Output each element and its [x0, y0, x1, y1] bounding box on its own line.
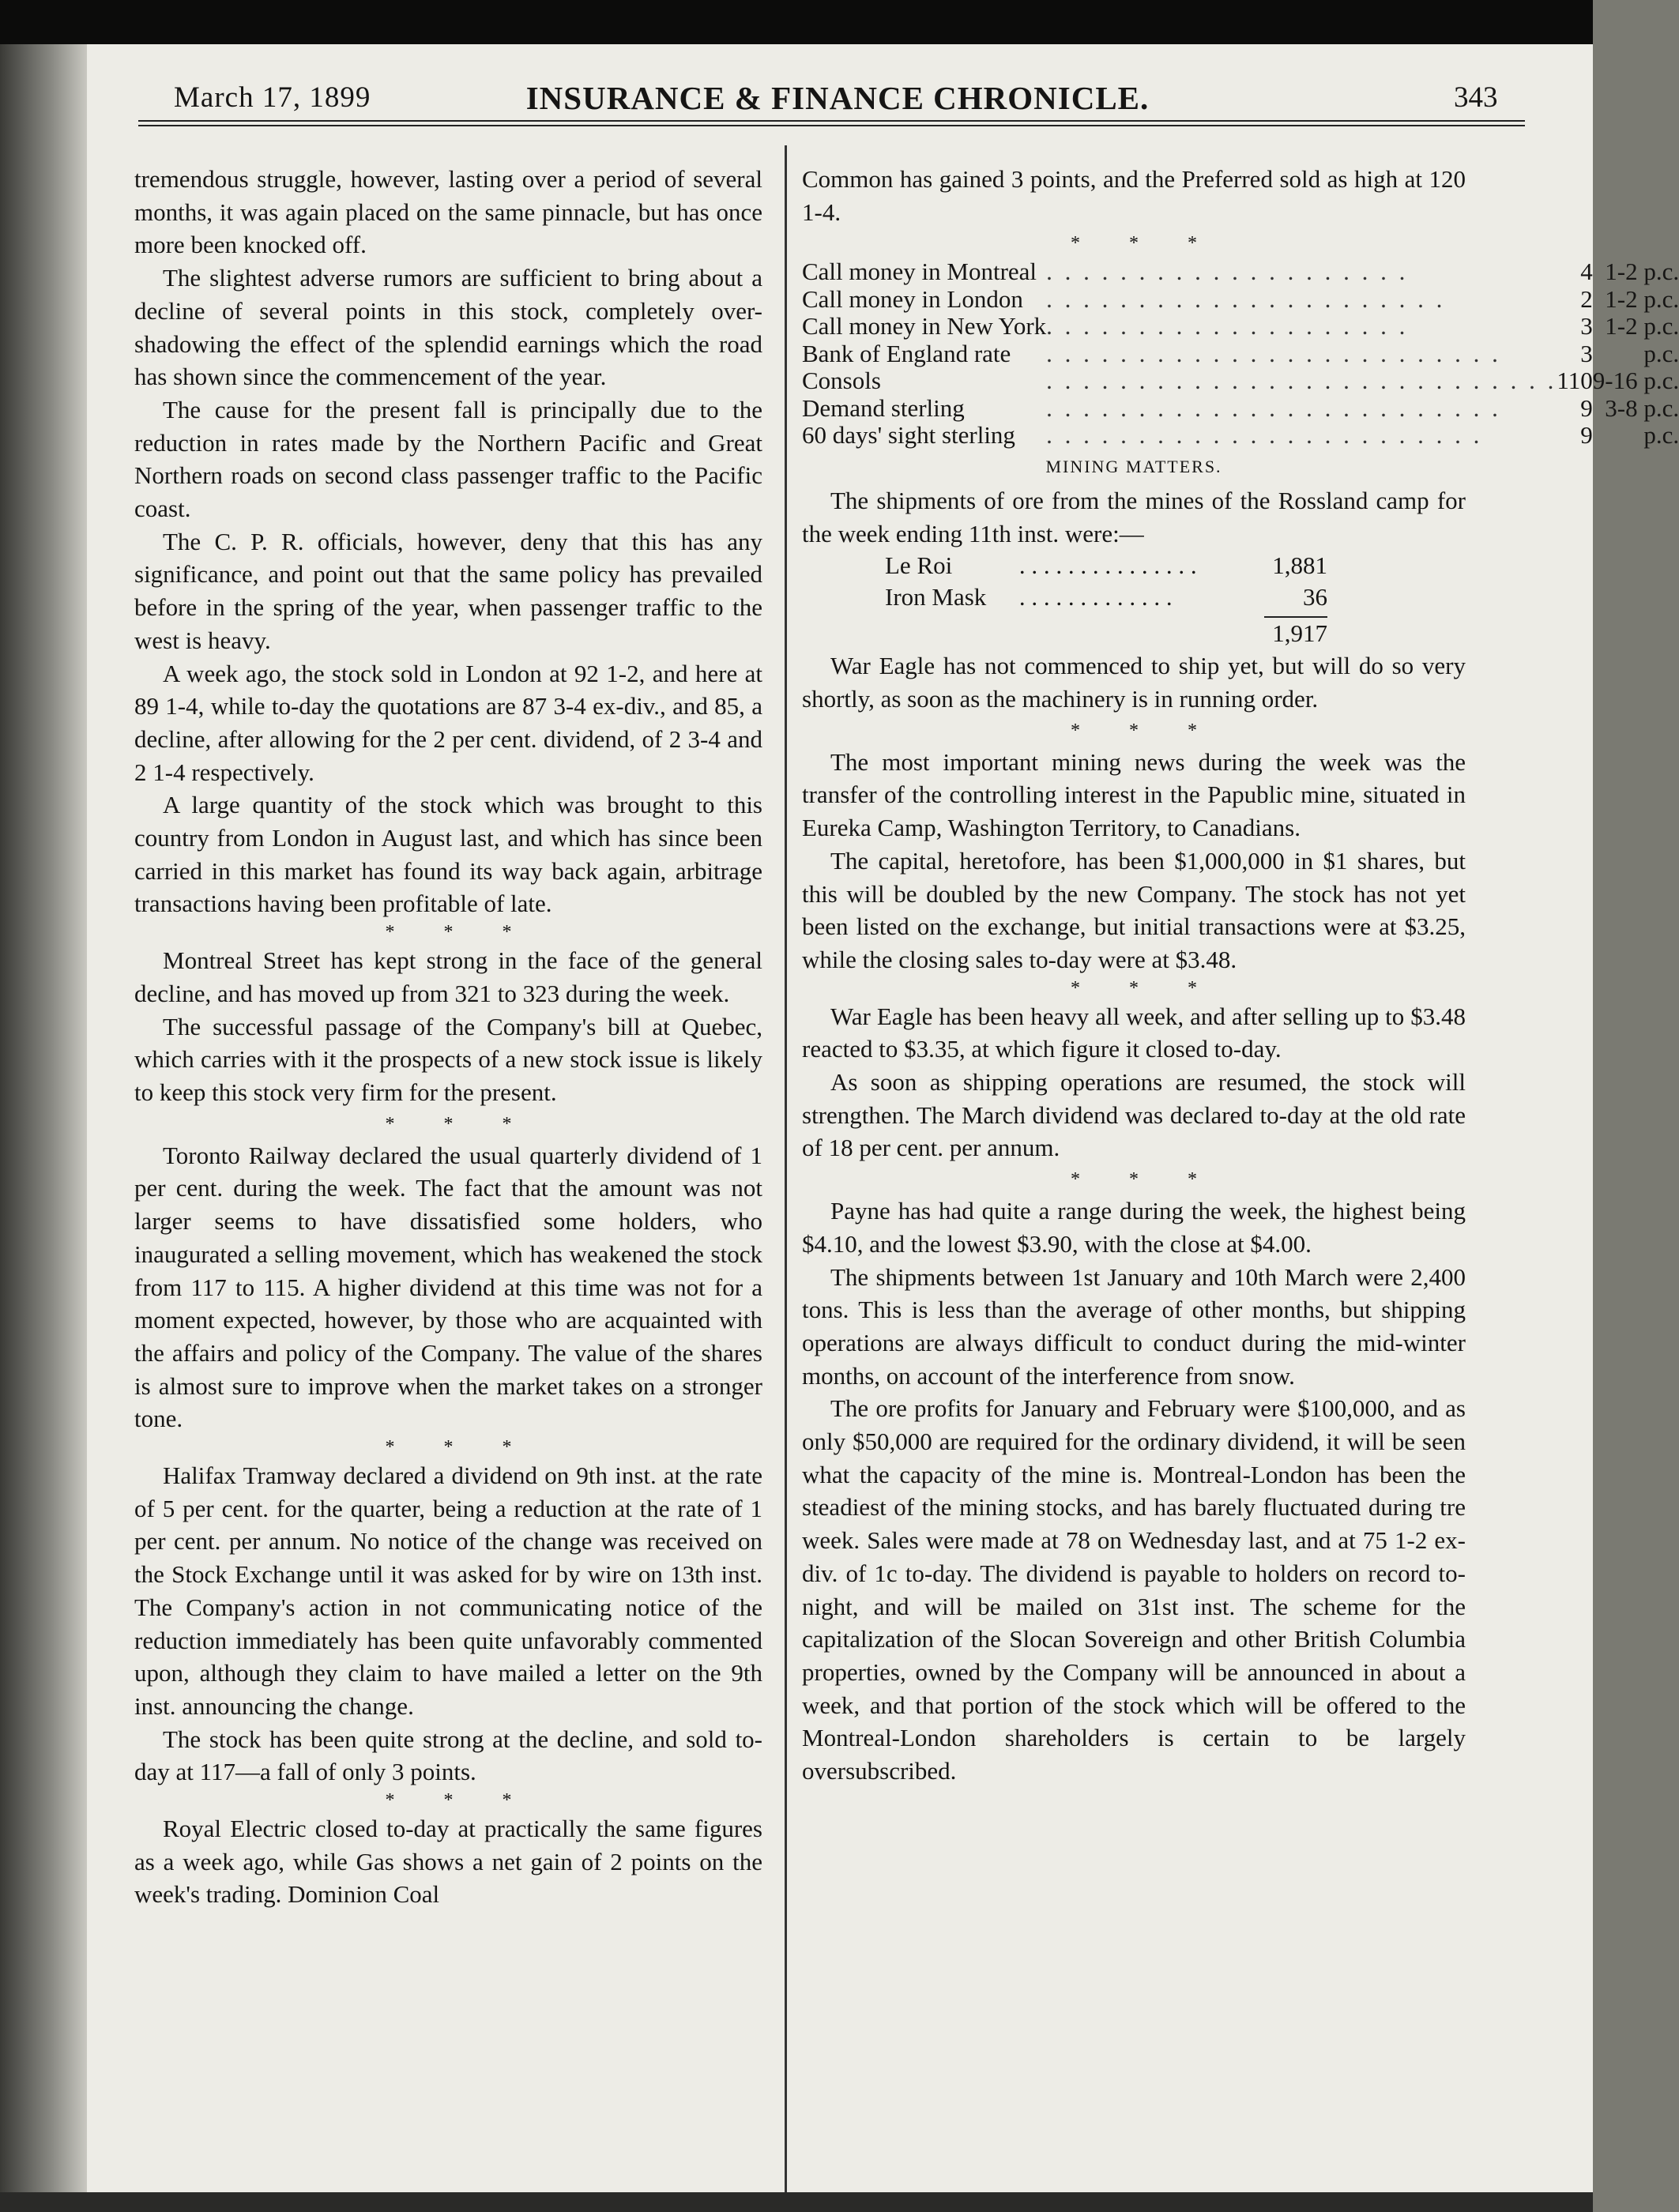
publication-title: INSURANCE & FINANCE CHRONICLE. [525, 80, 1150, 116]
rate-unit: p.c. [1643, 339, 1679, 367]
leader-dots: . . . . . . . . . . . . . . . . . . . . [1046, 312, 1409, 340]
leader-dots: . . . . . . . . . . . . . . . [1018, 551, 1197, 580]
mine-name: Le Roi [885, 551, 953, 580]
rate-label: Demand sterling [802, 393, 965, 422]
rate-value: 110 [1557, 367, 1593, 395]
rate-value: 2 [1580, 284, 1593, 313]
leader-dots: . . . . . . . . . . . . . . . . . . . . . . . . . [1046, 393, 1501, 422]
section-separator: * * * [1071, 720, 1219, 741]
mining-section-heading: MINING MATTERS. [1045, 456, 1222, 476]
rate-label: Bank of England rate [802, 339, 1011, 367]
rate-row [802, 258, 1679, 286]
article-paragraph: The most important mining news during the week was the transfer of the controlling interest in the Papublic mine, situated in Eureka Camp, Washington Territory, to Canadians. [802, 747, 1466, 842]
right-column-top [802, 163, 1466, 258]
ore-shipments-table [885, 550, 1327, 613]
rate-label: Call money in London [802, 284, 1023, 313]
right-column [802, 163, 1679, 1788]
article-paragraph: Montreal Street has kept strong in the face of the general decline, and has moved up from 321 to 323 during the week. [134, 946, 762, 1007]
rate-label: Consols [802, 367, 881, 395]
rate-value: 3 [1580, 339, 1593, 367]
leader-dots: . . . . . . . . . . . . . . . . . . . . . . [1046, 284, 1446, 313]
section-separator: * * * [1071, 1169, 1219, 1191]
section-separator: * * * [385, 1437, 534, 1458]
article-paragraph: Toronto Railway declared the usual quarterly dividend of 1 per cent. during the week. The fact that the amount was not larger seems to have dissatisfied some holders, who inaugurated a selling movement, which has weakened the stock from 117 to 115. A higher dividend at this time was not for a moment expected, however, by those who are acquainted with the affairs and policy of the Company. The value of the shares is almost sure to improve when the market takes on a stronger tone. [134, 1141, 762, 1433]
left-column [134, 163, 762, 1911]
rate-value: 9 [1580, 421, 1593, 450]
shipment-tons: 36 [1303, 583, 1327, 611]
rate-row [802, 367, 1679, 395]
rate-label: Call money in New York [802, 312, 1047, 340]
header-date: March 17, 1899 [174, 81, 371, 114]
shipment-row [885, 550, 1327, 581]
rate-value: 4 [1580, 258, 1593, 286]
article-paragraph: The slightest adverse rumors are sufficient to bring about a decline of several points in this stock, completely over-shadowing the effect of the splendid earnings which the road has shown since the commencement of the year. [134, 264, 762, 391]
column-divider [785, 145, 787, 2199]
article-paragraph: The ore profits for January and February were $100,000, and as only $50,000 are required for the ordinary dividend, it will be seen what the capacity of the mine is. Montreal-London has been the steadiest of the mining stocks, and has barely fluctuated during tre week. Sales were made at 78 on Wednesday last, and at 75 1-2 ex-div. of 1c to-day. The dividend is payable to holders on record to-night, and will be mailed on 31st inst. The scheme for the capitalization of the Slocan Sovereign and other British Columbia properties, owned by the Company will be announced in about a week, and that portion of the stock which will be offered to the Montreal-London shareholders is certain to be largely oversubscribed. [802, 1394, 1466, 1785]
rate-row [802, 340, 1679, 368]
rate-value: 3 [1580, 312, 1593, 340]
section-separator: * * * [385, 922, 534, 943]
section-separator: * * * [385, 1113, 534, 1134]
rate-row [802, 313, 1679, 340]
right-column-bottom [802, 649, 1466, 1788]
article-paragraph: The stock has been quite strong at the decline, and sold to-day at 117—a fall of only 3 points. [134, 1725, 762, 1786]
section-separator: * * * [1071, 977, 1219, 999]
rate-label: 60 days' sight sterling [802, 421, 1015, 450]
article-paragraph: Halifax Tramway declared a dividend on 9th inst. at the rate of 5 per cent. for the quarter, being a reduction at the rate of 1 per cent. per annum. No notice of the change was received on the Stock Exchange until it was asked for by wire on 13th inst. The Company's action in not communicating notice of the reduction immediately has been quite unfavorably commented upon, although they claim to have mailed a letter on the 9th inst. announcing the change. [134, 1462, 762, 1720]
shipment-tons: 1,881 [1272, 551, 1327, 580]
scan-top-border [0, 0, 1593, 47]
rate-row [802, 395, 1679, 423]
rate-unit: 1-2 p.c. [1605, 258, 1679, 286]
article-paragraph: The shipments between 1st January and 10th March were 2,400 tons. This is less than the average of other months, but shipping operations are always difficult to conduct during the mid-winter months, on account of the interference from snow. [802, 1262, 1466, 1390]
scan-bottom-border [0, 2192, 1593, 2212]
shipment-row [885, 581, 1327, 613]
section-separator: * * * [385, 1790, 534, 1811]
money-rates-table [802, 258, 1679, 450]
mine-name: Iron Mask [885, 583, 987, 611]
article-paragraph: The C. P. R. officials, however, deny that this has any significance, and point out that the same policy has prevailed before in the spring of the year, when passenger traffic to the west is heavy. [134, 527, 762, 654]
rate-row [802, 286, 1679, 314]
leader-dots: . . . . . . . . . . . . . . . . . . . . . . . . . . . . [1046, 367, 1557, 395]
ore-shipments-total: 1,917 [1264, 616, 1327, 649]
leader-dots: . . . . . . . . . . . . . . . . . . . . . . . . . [1046, 339, 1501, 367]
section-separator: * * * [1071, 233, 1219, 254]
leader-dots: . . . . . . . . . . . . . . . . . . . . . . . . [1046, 421, 1483, 450]
rate-unit: 1-2 p.c. [1605, 284, 1679, 313]
rate-row [802, 422, 1679, 450]
rate-unit: 9-16 p.c. [1592, 367, 1679, 395]
article-paragraph: Royal Electric closed to-day at practically the same figures as a week ago, while Gas shows a net gain of 2 points on the week's trading. Dominion Coal [134, 1815, 762, 1909]
article-paragraph: The capital, heretofore, has been $1,000,000 in $1 shares, but this will be doubled by the new Company. The stock has not yet been listed on the exchange, but initial transactions were at $3.25, while the closing sales to-day were at $3.48. [802, 846, 1466, 973]
article-paragraph: As soon as shipping operations are resumed, the stock will strengthen. The March dividend was declared to-day at the old rate of 18 per cent. per annum. [802, 1068, 1466, 1162]
article-paragraph: War Eagle has been heavy all week, and after selling up to $3.48 reacted to $3.35, at which figure it closed to-day. [802, 1002, 1466, 1063]
article-paragraph: A large quantity of the stock which was brought to this country from London in August last, and which has since been carried in this market has found its way back again, arbitrage transactions having been profitable of late. [134, 791, 762, 918]
rate-unit: 1-2 p.c. [1605, 312, 1679, 340]
article-paragraph: Common has gained 3 points, and the Preferred sold as high at 120 1-4. [802, 165, 1466, 226]
article-paragraph: War Eagle has not commenced to ship yet, but will do so very shortly, as soon as the machinery is in running order. [802, 652, 1466, 713]
rate-unit: p.c. [1643, 421, 1679, 450]
leader-dots: . . . . . . . . . . . . . [1018, 583, 1173, 611]
article-paragraph: The successful passage of the Company's bill at Quebec, which carries with it the prospects of a new stock issue is likely to keep this stock very firm for the present. [134, 1012, 762, 1106]
article-paragraph: Payne has had quite a range during the week, the highest being $4.10, and the lowest $3.90, with the close at $4.00. [802, 1197, 1466, 1258]
article-paragraph: The cause for the present fall is principally due to the reduction in rates made by the Northern Pacific and Great Northern roads on second class passenger traffic to the Pacific coast. [134, 395, 762, 523]
leader-dots: . . . . . . . . . . . . . . . . . . . . [1046, 258, 1409, 286]
rate-unit: 3-8 p.c. [1605, 393, 1679, 422]
article-paragraph: tremendous struggle, however, lasting over a period of several months, it was again placed on the same pinnacle, but has once more been knocked off. [134, 165, 762, 259]
newspaper-page [87, 44, 1679, 2212]
article-paragraph: A week ago, the stock sold in London at 92 1-2, and here at 89 1-4, while to-day the quotations are 87 3-4 ex-div., and 85, a decline, after allowing for the 2 per cent. dividend, of 2 3-4 and 2 1-4 respectively. [134, 659, 762, 786]
page-number: 343 [1454, 81, 1498, 114]
mining-intro-paragraph: The shipments of ore from the mines of the Rossland camp for the week ending 11th inst. were:— [802, 486, 1466, 547]
rate-value: 9 [1580, 393, 1593, 422]
scan-binding-shadow [0, 44, 87, 2212]
rate-label: Call money in Montreal [802, 258, 1037, 286]
header-rule [138, 120, 1525, 126]
